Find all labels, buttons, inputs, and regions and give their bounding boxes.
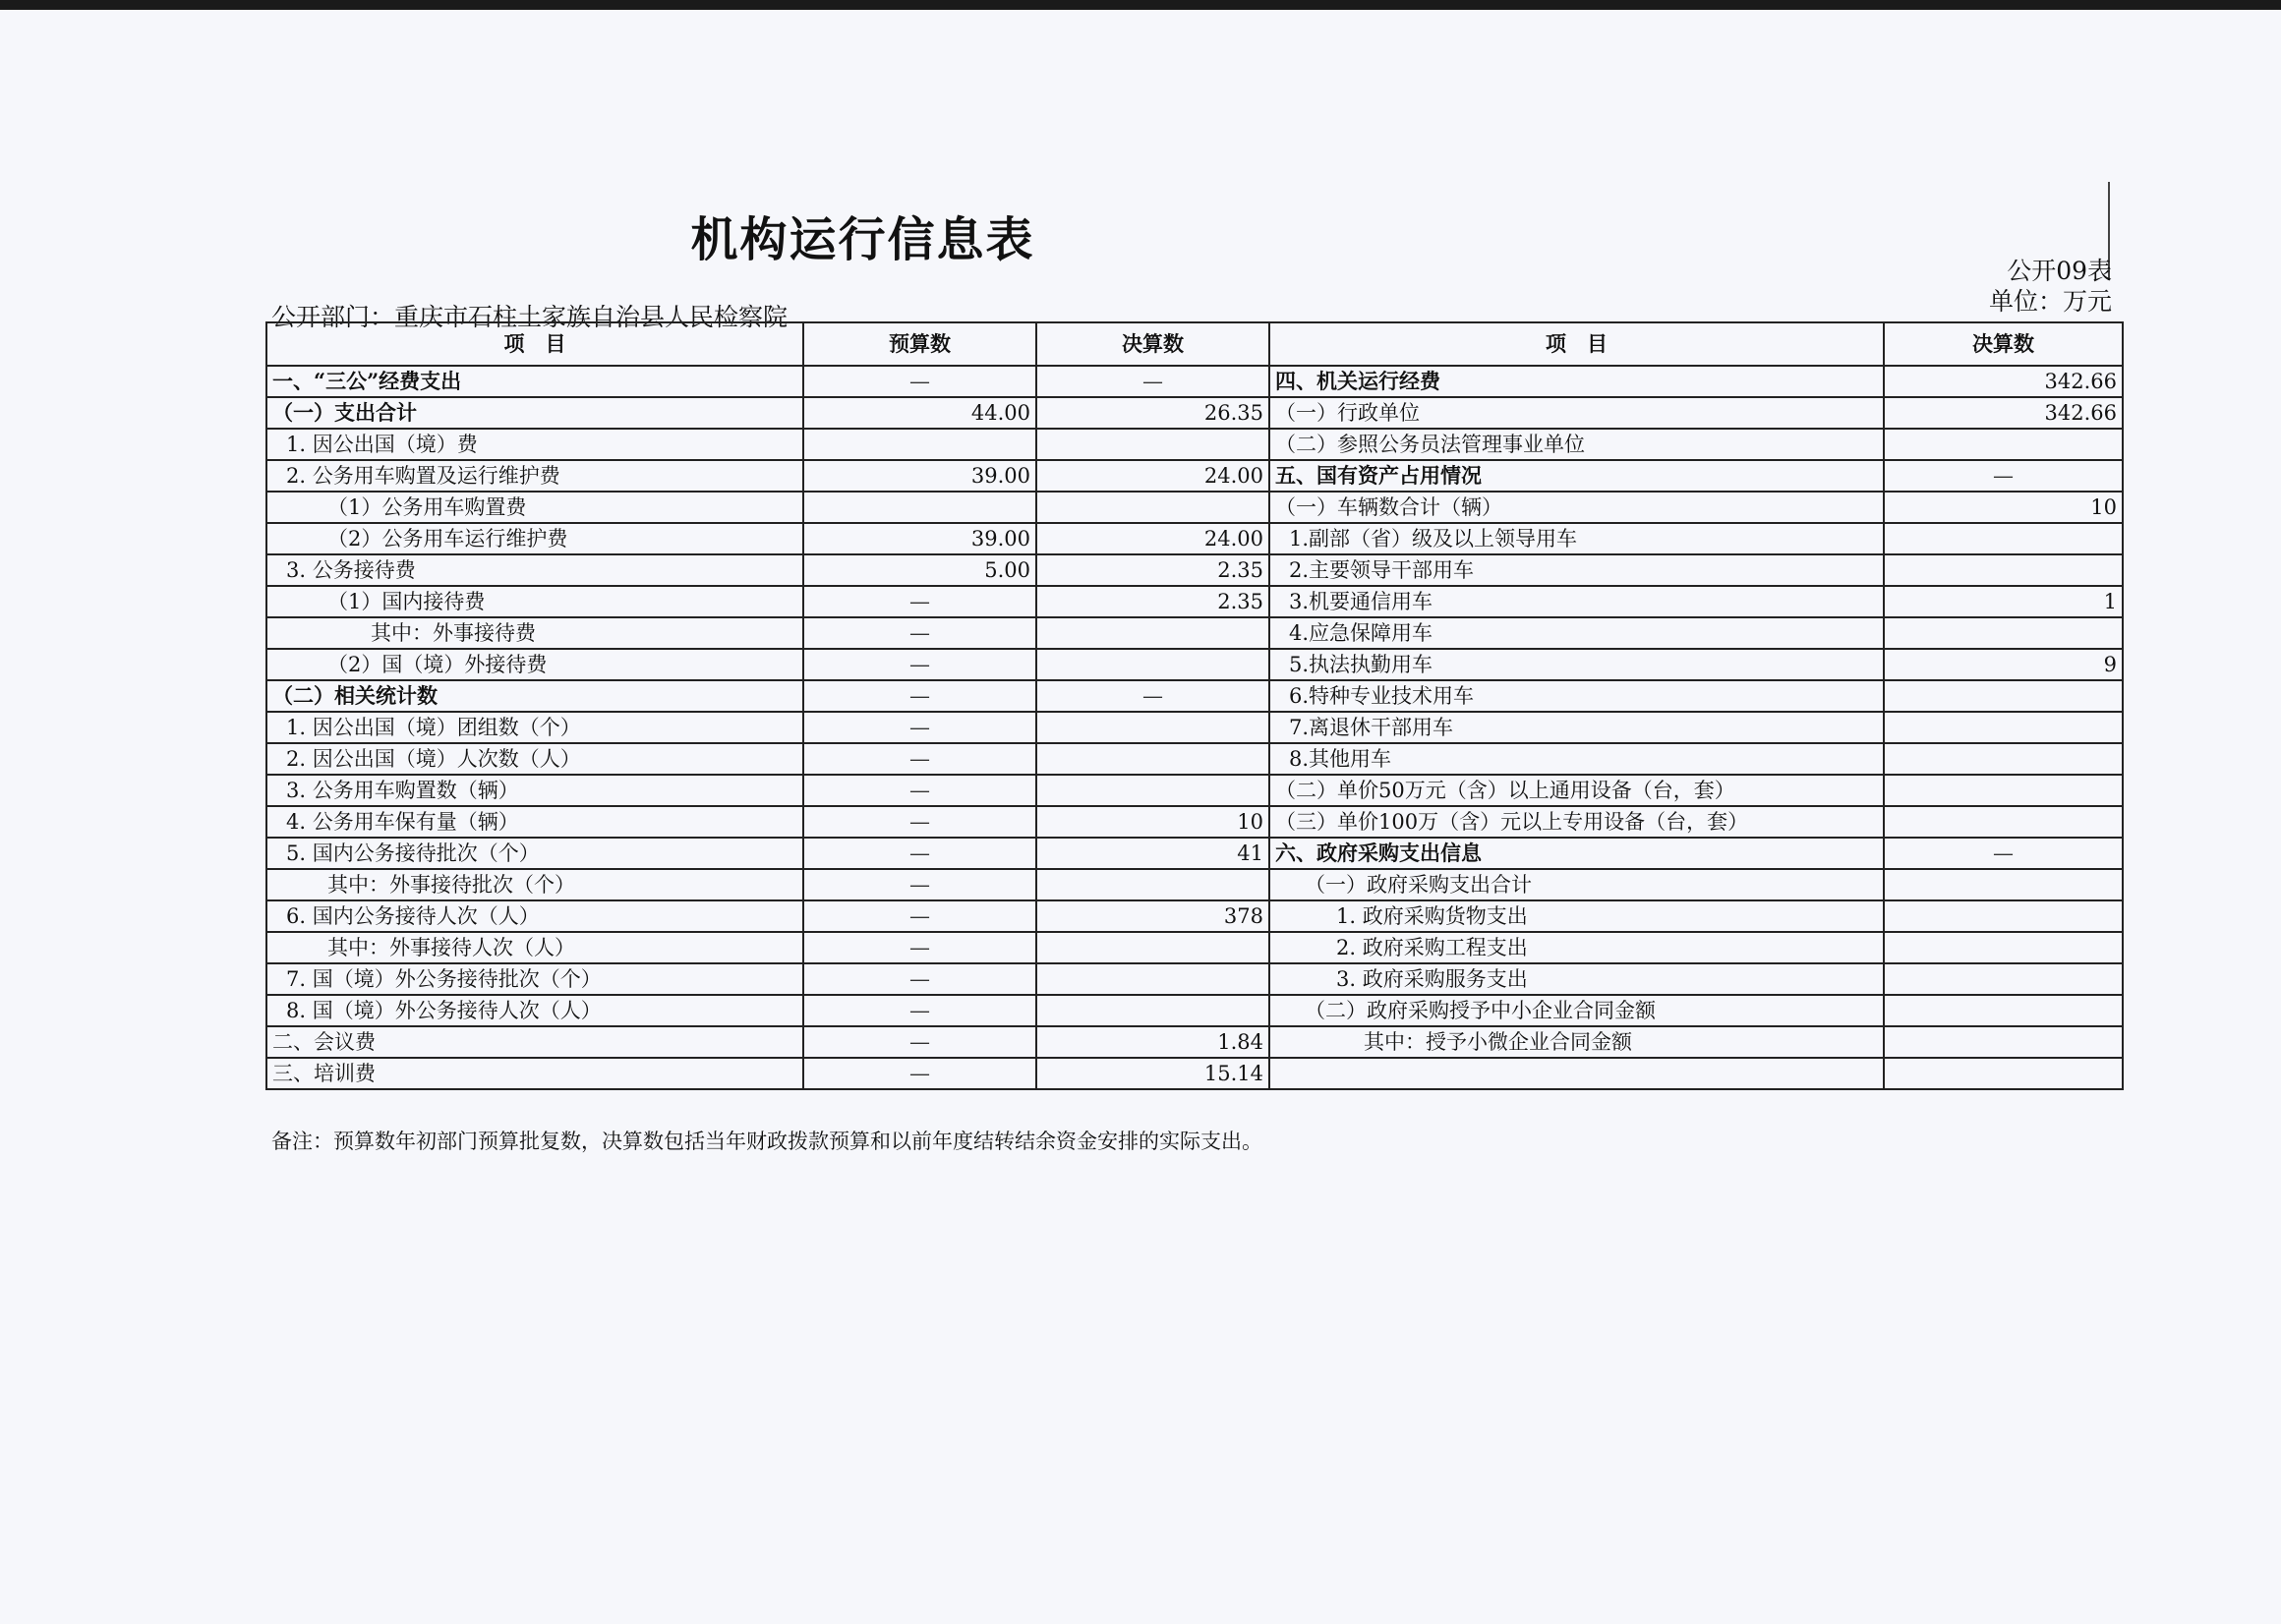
left-budget-cell: — (803, 712, 1036, 743)
right-final-cell (1884, 995, 2123, 1026)
right-final-cell (1884, 429, 2123, 460)
left-budget-cell: — (803, 586, 1036, 617)
left-item-cell: 7. 国（境）外公务接待批次（个） (266, 963, 803, 995)
left-final-cell: — (1036, 366, 1269, 397)
left-final-cell (1036, 743, 1269, 775)
left-budget-cell: — (803, 680, 1036, 712)
left-budget-cell: — (803, 617, 1036, 649)
right-item-cell: 2. 政府采购工程支出 (1269, 932, 1884, 963)
left-item-cell: 6. 国内公务接待人次（人） (266, 900, 803, 932)
right-final-cell (1884, 869, 2123, 900)
left-item-cell: 1. 因公出国（境）费 (266, 429, 803, 460)
left-budget-cell: — (803, 900, 1036, 932)
right-final-cell: — (1884, 460, 2123, 492)
right-final-cell (1884, 900, 2123, 932)
left-budget-cell: — (803, 775, 1036, 806)
right-final-cell: 1 (1884, 586, 2123, 617)
right-item-cell: （二）政府采购授予中小企业合同金额 (1269, 995, 1884, 1026)
right-final-cell (1884, 680, 2123, 712)
right-item-cell: 8.其他用车 (1269, 743, 1884, 775)
left-budget-cell: — (803, 963, 1036, 995)
right-item-cell: （一）车辆数合计（辆） (1269, 492, 1884, 523)
left-final-cell (1036, 932, 1269, 963)
table-row (266, 523, 2123, 554)
right-final-cell: 342.66 (1884, 366, 2123, 397)
left-budget-cell: — (803, 743, 1036, 775)
right-final-cell (1884, 963, 2123, 995)
left-item-cell: 3. 公务接待费 (266, 554, 803, 586)
table-row (266, 838, 2123, 869)
left-item-cell: 其中：外事接待批次（个） (266, 869, 803, 900)
table-row (266, 806, 2123, 838)
left-budget-cell: 44.00 (803, 397, 1036, 429)
right-item-cell: 5.执法执勤用车 (1269, 649, 1884, 680)
table-row (266, 712, 2123, 743)
header-right-item: 项 目 (1269, 322, 1884, 366)
left-item-cell: 二、会议费 (266, 1026, 803, 1058)
left-final-cell: 2.35 (1036, 586, 1269, 617)
left-final-cell (1036, 429, 1269, 460)
left-budget-cell: — (803, 366, 1036, 397)
table-row (266, 743, 2123, 775)
table-row (266, 492, 2123, 523)
table-row (266, 869, 2123, 900)
table-row (266, 1058, 2123, 1089)
left-final-cell (1036, 963, 1269, 995)
right-final-cell (1884, 712, 2123, 743)
right-final-cell (1884, 617, 2123, 649)
left-final-cell: — (1036, 680, 1269, 712)
right-item-cell: 1. 政府采购货物支出 (1269, 900, 1884, 932)
left-final-cell (1036, 775, 1269, 806)
left-item-cell: 2. 公务用车购置及运行维护费 (266, 460, 803, 492)
left-final-cell: 26.35 (1036, 397, 1269, 429)
table-row (266, 366, 2123, 397)
right-final-cell (1884, 1058, 2123, 1089)
info-table (265, 321, 2124, 1090)
left-budget-cell: — (803, 806, 1036, 838)
right-item-cell: （二）参照公务员法管理事业单位 (1269, 429, 1884, 460)
right-item-cell: 3.机要通信用车 (1269, 586, 1884, 617)
right-final-cell (1884, 1026, 2123, 1058)
right-item-cell: （二）单价50万元（含）以上通用设备（台，套） (1269, 775, 1884, 806)
left-budget-cell: 39.00 (803, 523, 1036, 554)
table-row (266, 617, 2123, 649)
footnote: 备注：预算数年初部门预算批复数，决算数包括当年财政拨款预算和以前年度结转结余资金安排的实际支出。 (271, 1130, 1262, 1153)
right-item-cell: 6.特种专业技术用车 (1269, 680, 1884, 712)
left-final-cell: 41 (1036, 838, 1269, 869)
left-final-cell (1036, 712, 1269, 743)
table-row (266, 775, 2123, 806)
left-item-cell: （1）公务用车购置费 (266, 492, 803, 523)
right-final-cell (1884, 932, 2123, 963)
right-item-cell: （三）单价100万（含）元以上专用设备（台，套） (1269, 806, 1884, 838)
page-title: 机构运行信息表 (690, 212, 1035, 267)
header-left-item: 项 目 (266, 322, 803, 366)
left-final-cell: 1.84 (1036, 1026, 1269, 1058)
left-budget-cell: 39.00 (803, 460, 1036, 492)
right-item-cell: 四、机关运行经费 (1269, 366, 1884, 397)
left-final-cell (1036, 995, 1269, 1026)
right-final-cell: — (1884, 838, 2123, 869)
table-row (266, 932, 2123, 963)
right-item-cell: 2.主要领导干部用车 (1269, 554, 1884, 586)
left-item-cell: 1. 因公出国（境）团组数（个） (266, 712, 803, 743)
left-final-cell: 378 (1036, 900, 1269, 932)
left-budget-cell: — (803, 869, 1036, 900)
left-item-cell: 8. 国（境）外公务接待人次（人） (266, 995, 803, 1026)
right-item-cell (1269, 1058, 1884, 1089)
left-item-cell: 5. 国内公务接待批次（个） (266, 838, 803, 869)
header-left-final: 决算数 (1036, 322, 1269, 366)
right-item-cell: （一）政府采购支出合计 (1269, 869, 1884, 900)
table-row (266, 586, 2123, 617)
left-budget-cell: 5.00 (803, 554, 1036, 586)
left-item-cell: 3. 公务用车购置数（辆） (266, 775, 803, 806)
left-budget-cell (803, 429, 1036, 460)
unit-label: 单位：万元 (1988, 287, 2112, 316)
table-row (266, 1026, 2123, 1058)
right-final-cell (1884, 523, 2123, 554)
department-label: 公开部门：重庆市石柱土家族自治县人民检察院 (271, 303, 789, 331)
right-item-cell: 其中：授予小微企业合同金额 (1269, 1026, 1884, 1058)
table-row (266, 995, 2123, 1026)
right-item-cell: 1.副部（省）级及以上领导用车 (1269, 523, 1884, 554)
right-final-cell (1884, 775, 2123, 806)
left-item-cell: （1）国内接待费 (266, 586, 803, 617)
left-item-cell: 其中：外事接待费 (266, 617, 803, 649)
right-item-cell: 3. 政府采购服务支出 (1269, 963, 1884, 995)
left-budget-cell: — (803, 932, 1036, 963)
left-item-cell: 4. 公务用车保有量（辆） (266, 806, 803, 838)
right-final-cell: 10 (1884, 492, 2123, 523)
header-right-final: 决算数 (1884, 322, 2123, 366)
right-final-cell: 9 (1884, 649, 2123, 680)
right-final-cell (1884, 806, 2123, 838)
left-budget-cell: — (803, 1058, 1036, 1089)
table-body (266, 366, 2123, 1089)
table-row (266, 397, 2123, 429)
left-final-cell: 24.00 (1036, 523, 1269, 554)
document-code: 公开09表 (2007, 257, 2112, 285)
table-row (266, 680, 2123, 712)
right-item-cell: 五、国有资产占用情况 (1269, 460, 1884, 492)
left-item-cell: 一、“三公”经费支出 (266, 366, 803, 397)
left-budget-cell: — (803, 838, 1036, 869)
left-budget-cell: — (803, 649, 1036, 680)
table-row (266, 900, 2123, 932)
header-left-budget: 预算数 (803, 322, 1036, 366)
left-final-cell (1036, 492, 1269, 523)
right-item-cell: 7.离退休干部用车 (1269, 712, 1884, 743)
right-item-cell: （一）行政单位 (1269, 397, 1884, 429)
table-row (266, 429, 2123, 460)
right-final-cell (1884, 743, 2123, 775)
table-row (266, 554, 2123, 586)
left-final-cell (1036, 869, 1269, 900)
left-item-cell: （2）公务用车运行维护费 (266, 523, 803, 554)
left-budget-cell: — (803, 1026, 1036, 1058)
left-final-cell: 24.00 (1036, 460, 1269, 492)
left-final-cell: 10 (1036, 806, 1269, 838)
left-item-cell: 2. 因公出国（境）人次数（人） (266, 743, 803, 775)
left-item-cell: 其中：外事接待人次（人） (266, 932, 803, 963)
right-item-cell: 六、政府采购支出信息 (1269, 838, 1884, 869)
scan-border (0, 0, 2281, 10)
left-item-cell: （2）国（境）外接待费 (266, 649, 803, 680)
left-final-cell: 15.14 (1036, 1058, 1269, 1089)
left-budget-cell: — (803, 995, 1036, 1026)
left-final-cell: 2.35 (1036, 554, 1269, 586)
table-row (266, 649, 2123, 680)
left-item-cell: 三、培训费 (266, 1058, 803, 1089)
right-final-cell: 342.66 (1884, 397, 2123, 429)
right-item-cell: 4.应急保障用车 (1269, 617, 1884, 649)
table-header-row (266, 322, 2123, 366)
left-item-cell: （二）相关统计数 (266, 680, 803, 712)
left-final-cell (1036, 617, 1269, 649)
table-row (266, 460, 2123, 492)
table-row (266, 963, 2123, 995)
left-budget-cell (803, 492, 1036, 523)
right-final-cell (1884, 554, 2123, 586)
left-item-cell: （一）支出合计 (266, 397, 803, 429)
left-final-cell (1036, 649, 1269, 680)
